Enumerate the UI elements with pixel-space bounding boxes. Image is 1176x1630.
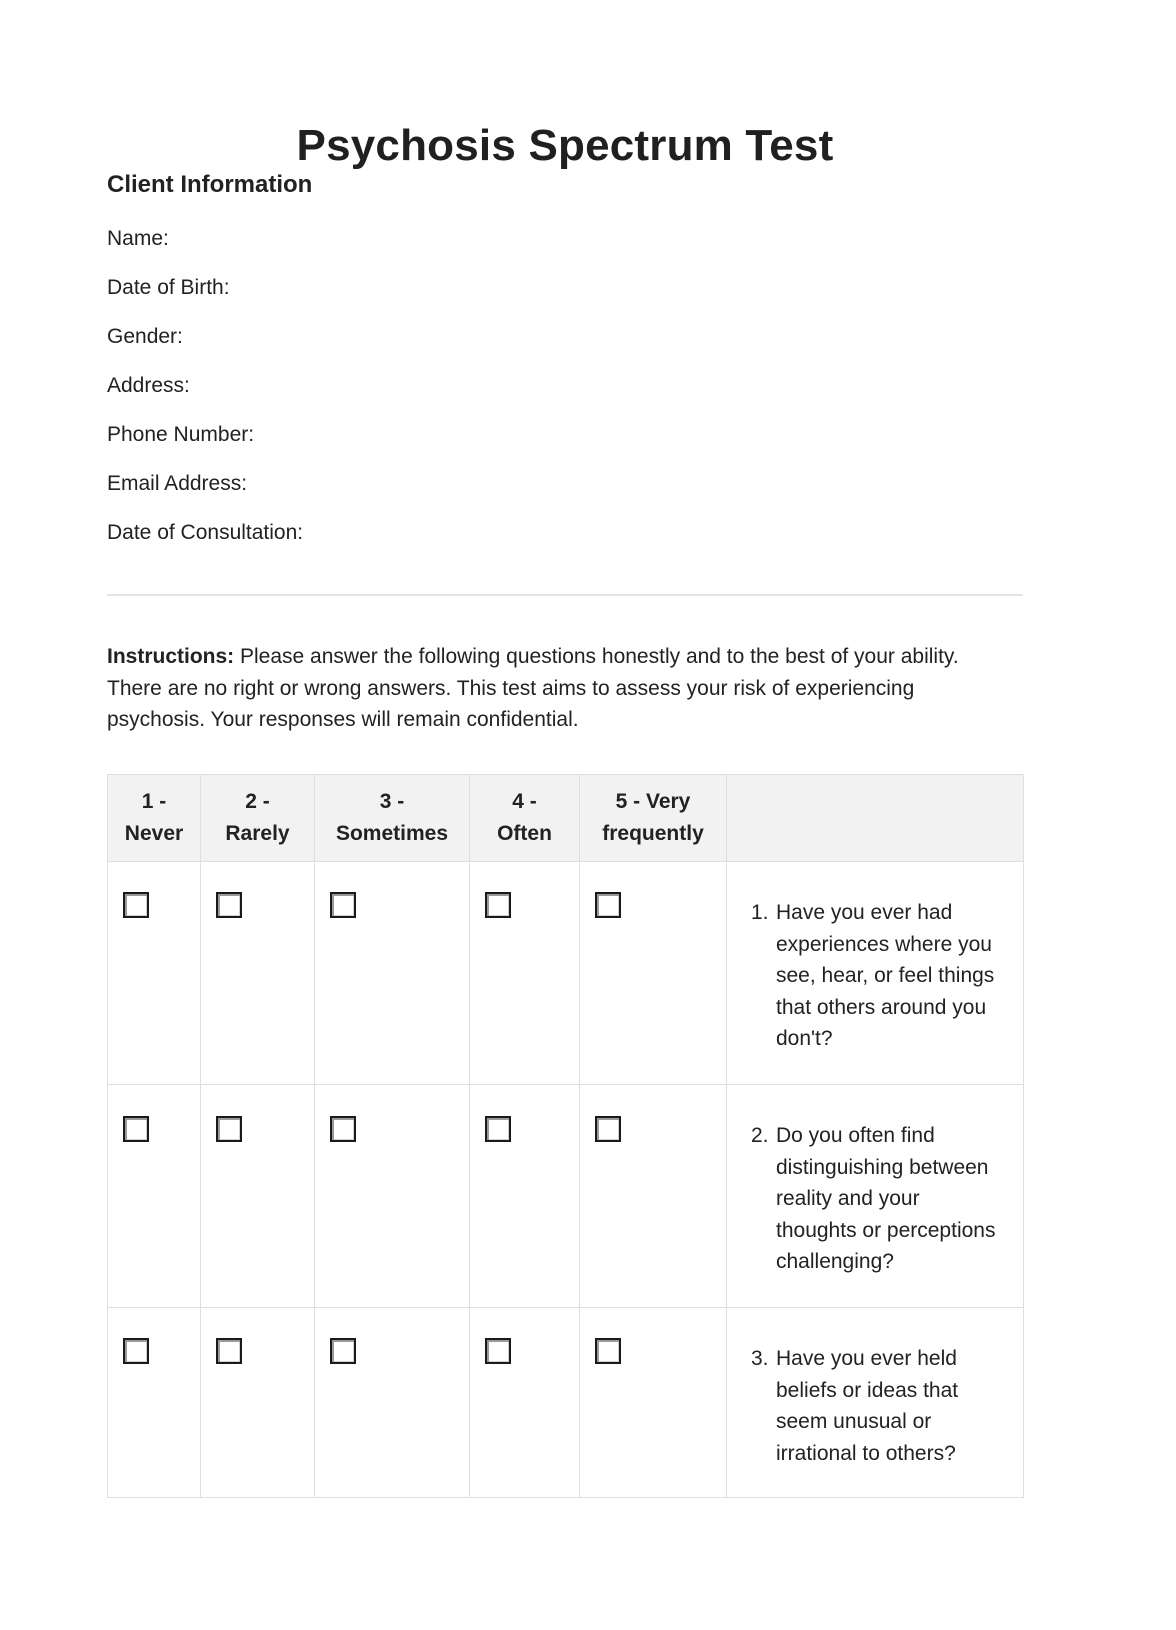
- rating-cell: [201, 1308, 315, 1498]
- question-text: Have you ever had experiences where you see, hear, or feel things that others around you don't?: [776, 901, 995, 1050]
- rating-table: [107, 774, 1024, 1498]
- rating-cell: [470, 1308, 580, 1498]
- date-of-birth-label: Date of Birth:: [107, 276, 230, 299]
- checkbox-q3-sometimes[interactable]: [330, 1338, 356, 1364]
- column-header-never: 1 - Never: [108, 775, 201, 862]
- name-field[interactable]: [107, 226, 303, 275]
- rating-cell: [315, 862, 470, 1085]
- instructions-text: Please answer the following questions honestly and to the best of your ability. There are no right or wrong answers. This test aims to assess your risk of experiencing psychosis. Your responses will remain confidential.: [107, 645, 959, 731]
- checkbox-q2-rarely[interactable]: [216, 1116, 242, 1142]
- instructions-paragraph: [107, 641, 1017, 736]
- rating-cell: [315, 1308, 470, 1498]
- phone-number-field[interactable]: [107, 422, 303, 471]
- client-information-fields: [107, 226, 303, 569]
- rating-cell: [108, 862, 201, 1085]
- question-number: 2.: [751, 1124, 769, 1147]
- address-field[interactable]: [107, 373, 303, 422]
- date-of-consultation-field[interactable]: [107, 520, 303, 569]
- checkbox-q3-very-frequently[interactable]: [595, 1338, 621, 1364]
- question-2: [727, 1085, 1023, 1278]
- column-header-often: 4 - Often: [470, 775, 580, 862]
- question-number: 1.: [751, 901, 769, 924]
- column-header-rarely: 2 - Rarely: [201, 775, 315, 862]
- checkbox-q2-never[interactable]: [123, 1116, 149, 1142]
- gender-label: Gender:: [107, 325, 183, 348]
- rating-cell: [580, 1308, 727, 1498]
- client-information-heading: Client Information: [107, 171, 313, 198]
- question-text: Do you often find distinguishing between reality and your thoughts or perceptions challenging?: [776, 1124, 996, 1273]
- address-label: Address:: [107, 374, 190, 397]
- rating-cell: [108, 1308, 201, 1498]
- question-cell: [727, 1308, 1024, 1498]
- rating-cell: [201, 1085, 315, 1308]
- checkbox-q2-often[interactable]: [485, 1116, 511, 1142]
- checkbox-q1-rarely[interactable]: [216, 892, 242, 918]
- checkbox-q1-never[interactable]: [123, 892, 149, 918]
- page-title: Psychosis Spectrum Test: [296, 121, 834, 171]
- rating-header-row: [108, 775, 1024, 862]
- question-cell: [727, 862, 1024, 1085]
- question-number: 3.: [751, 1347, 769, 1370]
- checkbox-q3-rarely[interactable]: [216, 1338, 242, 1364]
- question-cell: [727, 1085, 1024, 1308]
- date-of-birth-field[interactable]: [107, 275, 303, 324]
- question-3: [727, 1308, 1023, 1469]
- column-header-sometimes: 3 - Sometimes: [315, 775, 470, 862]
- rating-cell: [315, 1085, 470, 1308]
- rating-cell: [580, 1085, 727, 1308]
- email-address-field[interactable]: [107, 471, 303, 520]
- checkbox-q3-never[interactable]: [123, 1338, 149, 1364]
- question-1: [727, 862, 1023, 1055]
- instructions-label: Instructions:: [107, 645, 235, 668]
- checkbox-q2-sometimes[interactable]: [330, 1116, 356, 1142]
- checkbox-q3-often[interactable]: [485, 1338, 511, 1364]
- rating-cell: [201, 862, 315, 1085]
- question-text: Have you ever held beliefs or ideas that seem unusual or irrational to others?: [776, 1347, 959, 1465]
- date-of-consultation-label: Date of Consultation:: [107, 521, 304, 544]
- rating-cell: [470, 862, 580, 1085]
- rating-cell: [580, 862, 727, 1085]
- section-divider: [107, 594, 1023, 596]
- column-header-question: [727, 775, 1024, 862]
- table-row: [108, 1308, 1024, 1498]
- checkbox-q1-sometimes[interactable]: [330, 892, 356, 918]
- email-address-label: Email Address:: [107, 472, 248, 495]
- table-row: [108, 862, 1024, 1085]
- name-label: Name:: [107, 227, 169, 250]
- phone-number-label: Phone Number:: [107, 423, 255, 446]
- checkbox-q2-very-frequently[interactable]: [595, 1116, 621, 1142]
- gender-field[interactable]: [107, 324, 303, 373]
- checkbox-q1-very-frequently[interactable]: [595, 892, 621, 918]
- column-header-very-frequently: 5 - Very frequently: [580, 775, 727, 862]
- checkbox-q1-often[interactable]: [485, 892, 511, 918]
- rating-cell: [470, 1085, 580, 1308]
- table-row: [108, 1085, 1024, 1308]
- rating-cell: [108, 1085, 201, 1308]
